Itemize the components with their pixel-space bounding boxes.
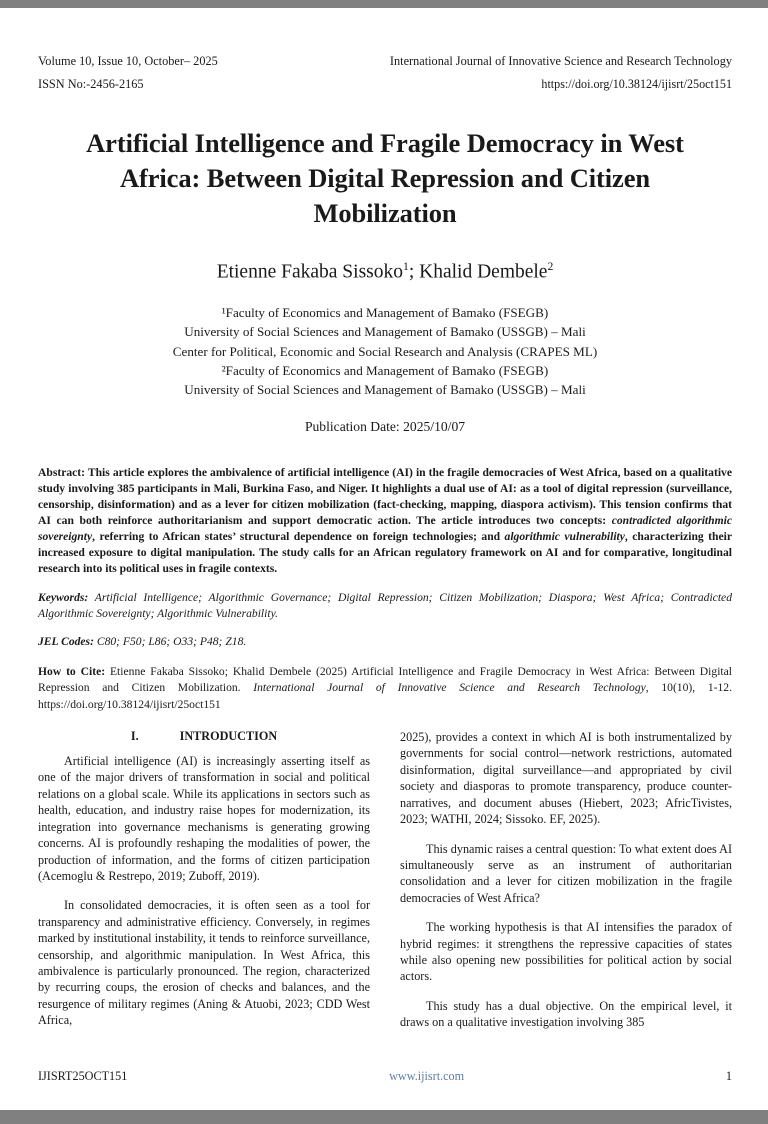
viewer-top-band [0, 0, 768, 8]
front-matter-block [38, 465, 732, 713]
abstract-text-2: , referring to African states’ structural dependence on foreign technologies; and [92, 529, 505, 543]
how-to-cite-label: How to Cite: [38, 664, 106, 678]
section-heading-introduction [38, 729, 370, 744]
section-title: INTRODUCTION [179, 729, 278, 744]
keywords-label: Keywords: [38, 591, 89, 605]
how-to-cite-paragraph [38, 664, 732, 713]
doi-link[interactable]: https://doi.org/10.38124/ijisrt/25oct151 [541, 77, 732, 92]
author-line: Etienne Fakaba Sissoko$^1$; Khalid Dembele$^2$ [216, 260, 554, 283]
affiliation-line: Center for Political, Economic and Social Research and Analysis (CRAPES ML) [172, 343, 598, 359]
keywords-paragraph [38, 590, 732, 622]
document-page [0, 8, 768, 1110]
how-to-cite-text-1: Etienne Fakaba Sissoko; Khalid Dembele (2025) Artificial Intelligence and Fragile Democracy in West Africa: Between Digital Repression and Citizen Mobilization. [38, 664, 733, 695]
section-head-gap [139, 729, 180, 743]
jel-codes-label: JEL Codes: [38, 635, 94, 649]
paragraph: Artificial intelligence (AI) is increasingly asserting itself as one of the major drivers of transformation in social and political relations on a global scale. While its applications in sectors such as health, education, and industry raise hopes for modernization, its integration into governance mechanisms is generating growing concerns. AI is profoundly reshaping the modalities of power, the production of information, and the forms of citizen participation (Acemoglu & Restrepo, 2019; Zuboff, 2019). [38, 754, 370, 883]
affiliation-line: University of Social Sciences and Management of Bamako (USSGB) – Mali [184, 382, 586, 398]
affiliation-block [38, 303, 732, 400]
page-title: Artificial Intelligence and Fragile Democracy in West Africa: Between Digital Repression and Citizen Mobilization [86, 128, 684, 229]
paragraph: In consolidated democracies, it is often seen as a tool for transparency and administrative efficiency. Conversely, in regimes marked by institutional instability, it tends to reinforce surveillance, censorship, and algorithmic manipulation. In West Africa, this ambivalence is particularly pronounced. The region, characterized by recurring coups, the erosion of checks and balances, and the resurgence of military regimes (Aning & Atuobi, 2023; CDD West Africa, [38, 898, 370, 1028]
right-column [400, 729, 732, 1044]
paragraph: The working hypothesis is that AI intensifies the paradox of hybrid regimes: it strengthens the repressive capacities of states while also opening new possibilities for political action by social actors. [400, 920, 732, 984]
keywords-text: Artificial Intelligence; Algorithmic Governance; Digital Repression; Citizen Mobilization; Diaspora; West Africa; Contradicted Algorithmic Sovereignty; Algorithmic Vulnerability. [38, 591, 732, 621]
affiliation-line: ¹Faculty of Economics and Management of Bamako (FSEGB) [221, 304, 549, 320]
how-to-cite-text-2: , 10(10), 1-12. https://doi.org/10.38124/ijisrt/25oct151 [38, 681, 732, 711]
running-head-row-2 [38, 75, 732, 94]
abstract-concept-1: contradicted algorithmic sovereignty [38, 513, 732, 543]
page-number: 1 [725, 1069, 732, 1083]
paragraph: This study has a dual objective. On the empirical level, it draws on a qualitative investigation involving 385 [400, 998, 732, 1030]
jel-codes-paragraph [38, 634, 732, 650]
running-head [38, 52, 732, 94]
jel-codes-text: C80; F50; L86; O33; P48; Z18. [93, 635, 247, 649]
affiliation-line: ²Faculty of Economics and Management of Bamako (FSEGB) [221, 362, 549, 378]
issn-text: ISSN No:-2456-2165 [38, 77, 144, 92]
how-to-cite-journal: International Journal of Innovative Science and Research Technology [253, 681, 646, 695]
publication-date: Publication Date: 2025/10/07 [304, 418, 466, 434]
paragraph: This dynamic raises a central question: To what extent does AI simultaneously serve as an instrument of authoritarian consolidation and a lever for citizen mobilization in the fragile democracies of West Africa? [400, 841, 732, 905]
journal-website-link[interactable]: www.ijisrt.com [389, 1069, 465, 1083]
paper-id: IJISRT25OCT151 [38, 1069, 128, 1083]
running-head-row-1 [38, 52, 732, 71]
affiliation-line: University of Social Sciences and Management of Bamako (USSGB) – Mali [184, 324, 586, 340]
abstract-concept-2: algorithmic vulnerability [504, 529, 625, 543]
body-columns [38, 729, 732, 1044]
paragraph: 2025), provides a context in which AI is both instrumentalized by governments for social control—network restrictions, automated disinformation, digital surveillance—and appropriated by civil society and diasporas to promote transparency, produce counter-narratives, and document abuses (Hiebert, 2023; AfricTivistes, 2023; WATHI, 2024; Sissoko. EF, 2025). [400, 730, 732, 827]
left-column [38, 729, 370, 1044]
viewer-bottom-band [0, 1110, 768, 1124]
abstract-paragraph [38, 465, 732, 577]
volume-issue-text: Volume 10, Issue 10, October– 2025 [38, 54, 218, 68]
section-number: I. [130, 729, 139, 744]
abstract-label: Abstract: [38, 465, 86, 479]
journal-name-text: International Journal of Innovative Science and Research Technology [389, 54, 732, 68]
page-footer [38, 1069, 732, 1084]
abstract-text-3: , characterizing their increased exposure to digital manipulation. The study calls for an African regulatory framework on AI and for comparative, longitudinal research into its political uses in fragile contexts. [38, 529, 732, 575]
abstract-text-1: This article explores the ambivalence of artificial intelligence (AI) in the fragile democracies of West Africa, based on a qualitative study involving 385 participants in Mali, Burkina Faso, and Niger. It highlights a dual use of AI: as a tool of digital repression (surveillance, censorship, disinformation) and as a lever for citizen mobilization (fact-checking, mapping, diaspora activism). This tension confirms that AI can both reinforce authoritarianism and support democratic action. The article introduces two concepts: [38, 465, 732, 527]
